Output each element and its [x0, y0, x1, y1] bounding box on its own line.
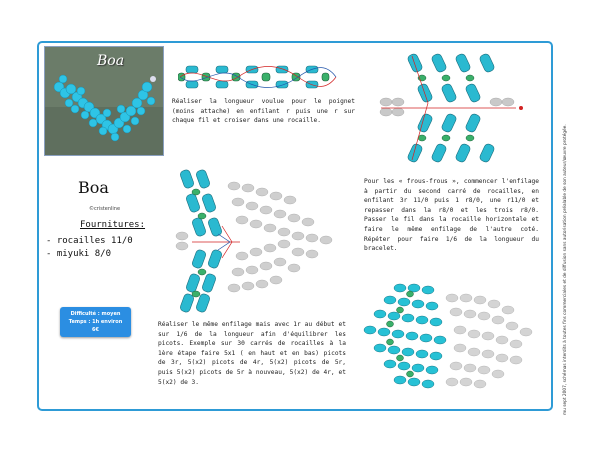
instruction-step-2: Pour les « frous-frous », commencer l'enfilage à partir du second carré de rocailles, en enfilant 3r 11/0 puis 1 r8/0, une r11/0 et repasser dans la r8/0 et les trois r8/0. Passer le fil dans la rocaille horizontale et faire le même enfilage de l'autre coté. Répéter pour faire 1/6 de la longueur du bracelet.: [364, 178, 539, 253]
page-title: Boa: [78, 178, 109, 197]
instruction-step-1: Réaliser la longueur voulue pour le poignet (moins attache) en enfilant r puis une r sur chaque fil et croiser dans une rocaille.: [172, 98, 355, 125]
price-line: 6€: [92, 327, 99, 333]
photo-label: Boa: [97, 53, 125, 69]
diagram-frous-frous: [376, 48, 536, 170]
credit: ©cristenline: [89, 206, 121, 212]
supplies-list: [46, 235, 133, 261]
difficulty-badge: [60, 307, 131, 337]
difficulty-line: Difficulté : moyen: [70, 311, 121, 317]
time-line: Temps : 1h environ: [68, 319, 123, 325]
diagram-chain: [178, 58, 338, 96]
copyright-text: mu sept 2007, schémas interdits à toutes fins commerciales et de diffusion sans autorisation préalable de son auteur/œuvre protégée.: [563, 124, 568, 415]
boa-photo: [44, 46, 164, 156]
diagram-picots: [172, 166, 347, 316]
supplies-heading: Fournitures:: [80, 220, 146, 230]
copyright-note: [563, 55, 573, 415]
supply-item: - miyuki 8/0: [46, 249, 112, 259]
diagram-final: [356, 282, 536, 394]
instruction-step-3: Réaliser le même enfilage mais avec 1r au début et sur 1/6 de la longueur afin d'équilibrer les picots. Exemple sur 30 carrés de rocailles à la 1ère étape faire 5x1 ( en haut et en bas) picots de 3r, 5(x2) picots de 4r, 5(x2) picots de 5r, puis 5(x2) picots de 5r à nouveau, 5(x2) de 4r, et 5(x2) de 3.: [158, 321, 346, 386]
supply-item: - rocailles 11/0: [46, 236, 133, 246]
